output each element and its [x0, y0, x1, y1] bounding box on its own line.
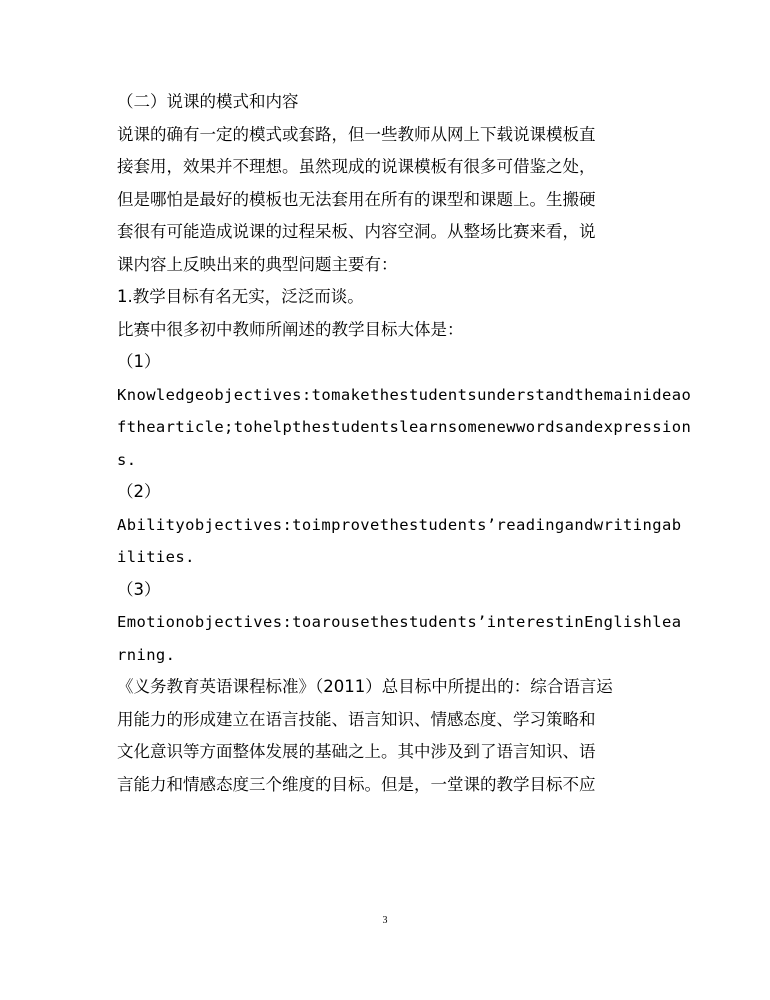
paragraph-line: 比赛中很多初中教师所阐述的教学目标大体是：	[117, 319, 464, 339]
objective-text-line: ilities.	[117, 548, 195, 566]
body-text	[117, 86, 692, 801]
paragraph-line: 说课的确有一定的模式或套路，但一些教师从网上下载说课模板直	[117, 124, 596, 144]
objective-text-line: s.	[117, 450, 137, 469]
objective-text-line: rning.	[117, 645, 176, 664]
list-item-heading: 1.教学目标有名无实，泛泛而谈。	[117, 287, 364, 306]
objective-text-line: fthearticle;tohelpthestudentslearnsomenewwordsandexpression	[117, 418, 692, 436]
section-heading: （二）说课的模式和内容	[117, 92, 299, 111]
objective-text-line: Abilityobjectives:toimprovethestudents’readingandwritingab	[117, 515, 682, 534]
objective-text-line: Knowledgeobjectives:tomakethestudentsunderstandthemainideao	[117, 385, 692, 404]
paragraph-line: 言能力和情感态度三个维度的目标。但是，一堂课的教学目标不应	[117, 774, 596, 794]
objective-text-line: Emotionobjectives:toarousethestudents’interestinEnglishlea	[117, 613, 682, 631]
paragraph-line: 接套用，效果并不理想。虽然现成的说课模板有很多可借鉴之处，	[117, 157, 596, 176]
paragraph-line: 文化意识等方面整体发展的基础之上。其中涉及到了语言知识、语	[117, 742, 596, 761]
paragraph-line: 套很有可能造成说课的过程呆板、内容空洞。从整场比赛来看，说	[117, 222, 596, 241]
objective-number: （3）	[117, 579, 161, 599]
paragraph-line: 课内容上反映出来的典型问题主要有：	[117, 254, 398, 274]
objective-number: （2）	[117, 482, 161, 501]
page-number: 3	[382, 915, 388, 926]
paragraph-line: 但是哪怕是最好的模板也无法套用在所有的课型和课题上。生搬硬	[117, 189, 596, 209]
paragraph-line: 用能力的形成建立在语言技能、语言知识、情感态度、学习策略和	[117, 709, 596, 729]
paragraph-line: 《义务教育英语课程标准》（2011）总目标中所提出的：综合语言运	[117, 677, 613, 696]
objective-number: （1）	[117, 352, 161, 371]
